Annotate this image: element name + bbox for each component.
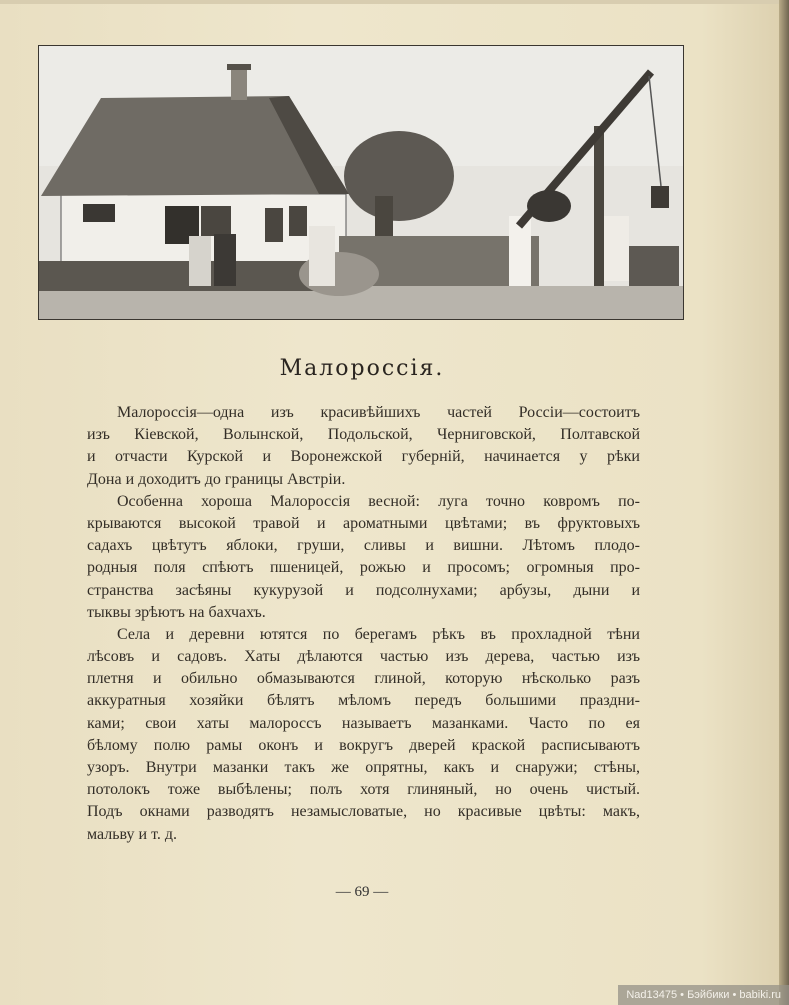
watermark: Nad13475 • Бэйбики • babiki.ru: [618, 985, 789, 1005]
text-line: потолокъ тоже выбѣлены; полъ хотя глиняный, но очень чистый.: [87, 781, 640, 799]
text-line: аккуратныя хозяйки бѣлятъ мѣломъ передъ большими праздни-: [87, 692, 640, 710]
paragraph-2: [87, 491, 640, 624]
scan-border: [0, 0, 789, 4]
book-edge: [779, 0, 789, 1005]
text-line: родныя поля спѣютъ пшеницей, рожью и просомъ; огромныя про-: [87, 559, 640, 577]
page-number: — 69 —: [335, 884, 389, 900]
paragraph-3: [87, 624, 640, 846]
text-line: ками; свои хаты малороссъ называетъ мазанками. Часто по ея: [87, 714, 640, 732]
page-title: Малороссія.: [279, 356, 445, 381]
text-line: плетня и обильно обмазываются глиной, которую нѣсколько разъ: [87, 670, 640, 688]
text-line: странства засѣяны кукурузой и подсолнухами; арбузы, дыни и: [87, 581, 640, 599]
text-line: изъ Кіевской, Волынской, Подольской, Черниговской, Полтавской: [87, 426, 640, 444]
text-line: Особенна хороша Малороссія весной: луга точно ковромъ по-: [117, 492, 640, 510]
text-line: Малороссія—одна изъ красивѣйшихъ частей Россіи—состоитъ: [117, 404, 640, 421]
text-line: Подъ окнами разводятъ незамысловатые, но красивые цвѣты: макъ,: [87, 803, 640, 821]
text-line: и отчасти Курской и Воронежской губерній, начинается у рѣки: [87, 448, 640, 466]
text-line: узоръ. Внутри мазанки такъ же опрятны, какъ и снаружи; стѣны,: [87, 759, 640, 776]
text-line: садахъ цвѣтутъ яблоки, груши, сливы и вишни. Лѣтомъ плодо-: [87, 537, 640, 555]
text-line: тыквы зрѣютъ на бахчахъ.: [87, 603, 266, 621]
text-line: Села и деревни ютятся по берегамъ рѣкъ въ прохладной тѣни: [117, 625, 640, 643]
body-text: [87, 402, 640, 846]
text-line: бѣлому полю рамы оконъ и вокругъ дверей краской расписываютъ: [87, 736, 640, 754]
text-line: Дона и доходитъ до границы Австріи.: [87, 470, 346, 488]
text-line: крываются высокой травой и ароматными цвѣтами; въ фруктовыхъ: [87, 514, 640, 532]
illustration-ukrainian-village: [38, 45, 684, 320]
text-line: мальву и т. д.: [87, 825, 178, 843]
paragraph-1: [87, 402, 640, 491]
text-line: лѣсовъ и садовъ. Хаты дѣлаются частью изъ дерева, частью изъ: [87, 648, 640, 666]
